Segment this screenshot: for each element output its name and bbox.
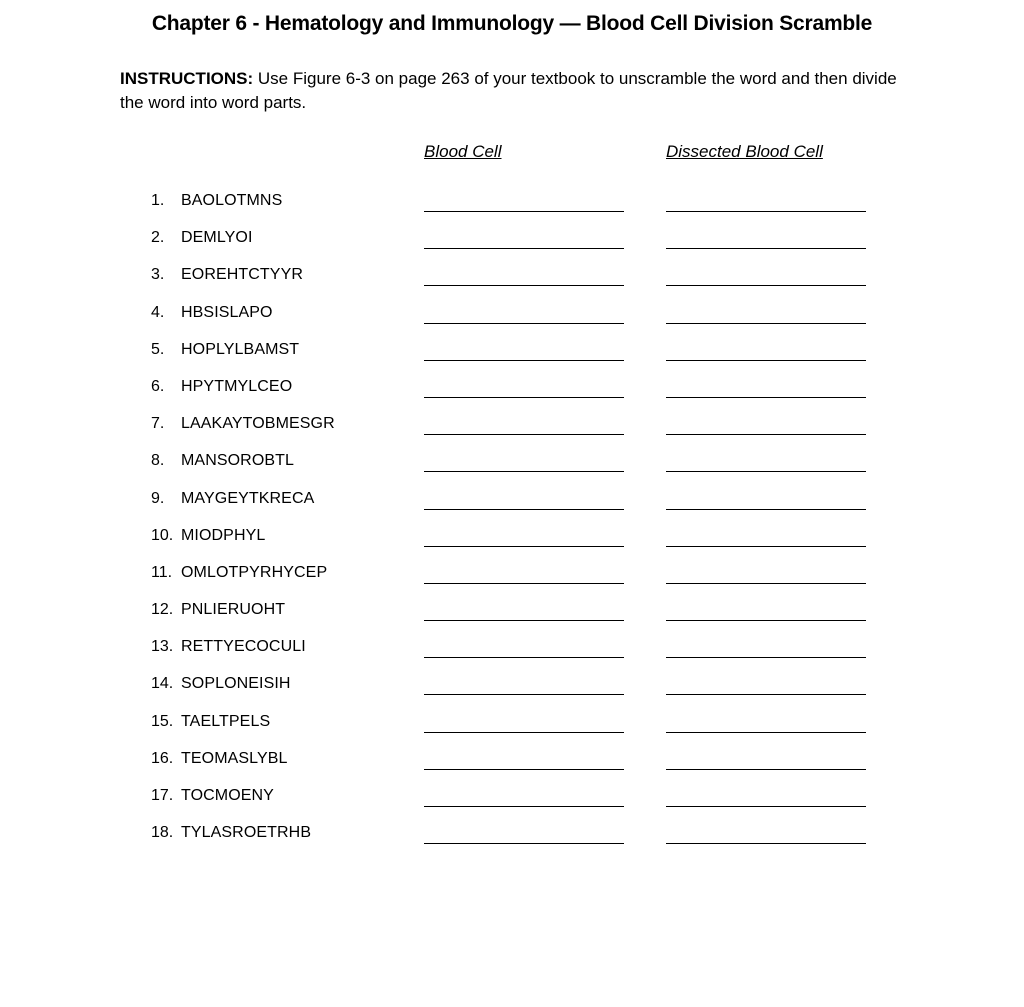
list-item [0,227,1024,264]
list-item [0,450,1024,487]
blood-cell-answer-line[interactable] [424,360,624,361]
blood-cell-answer-line[interactable] [424,211,624,212]
dissected-blood-cell-answer-line[interactable] [666,583,866,584]
dissected-blood-cell-answer-line[interactable] [666,397,866,398]
item-number: 16. [151,749,174,767]
item-number: 12. [151,601,174,619]
scrambled-word: SOPLONEISIH [181,675,291,693]
list-item [0,711,1024,748]
list-item [0,785,1024,822]
item-number: 13. [151,638,174,656]
dissected-blood-cell-answer-line[interactable] [666,657,866,658]
list-item [0,302,1024,339]
dissected-blood-cell-answer-line[interactable] [666,732,866,733]
blood-cell-answer-line[interactable] [424,732,624,733]
blood-cell-answer-line[interactable] [424,546,624,547]
item-number: 14. [151,675,174,693]
item-number: 6. [151,377,165,395]
dissected-blood-cell-answer-line[interactable] [666,509,866,510]
dissected-blood-cell-answer-line[interactable] [666,211,866,212]
dissected-blood-cell-answer-line[interactable] [666,620,866,621]
dissected-blood-cell-answer-line[interactable] [666,694,866,695]
blood-cell-answer-line[interactable] [424,285,624,286]
item-number: 4. [151,303,165,321]
list-item [0,190,1024,227]
list-item [0,525,1024,562]
scrambled-word: HOPLYLBAMST [181,340,300,358]
list-item [0,748,1024,785]
scrambled-word: TEOMASLYBL [181,749,288,767]
blood-cell-answer-line[interactable] [424,657,624,658]
scrambled-word: MAYGEYTKRECA [181,489,315,507]
column-header-blood-cell: Blood Cell [424,142,502,161]
scrambled-word: TYLASROETRHB [181,824,312,842]
blood-cell-answer-line[interactable] [424,434,624,435]
blood-cell-answer-line[interactable] [424,397,624,398]
scrambled-word: BAOLOTMNS [181,192,283,209]
blood-cell-answer-line[interactable] [424,471,624,472]
list-item [0,488,1024,525]
dissected-blood-cell-answer-line[interactable] [666,434,866,435]
item-number: 1. [151,192,165,209]
item-number: 10. [151,526,174,544]
scrambled-word: RETTYECOCULI [181,638,306,656]
scrambled-word: MANSOROBTL [181,452,295,470]
item-number: 8. [151,452,165,470]
blood-cell-answer-line[interactable] [424,769,624,770]
dissected-blood-cell-answer-line[interactable] [666,248,866,249]
dissected-blood-cell-answer-line[interactable] [666,769,866,770]
item-number: 17. [151,787,174,804]
item-number: 7. [151,415,165,433]
item-number: 11. [151,563,173,581]
list-item [0,264,1024,301]
column-header-dissected-blood-cell: Dissected Blood Cell [666,142,823,161]
blood-cell-answer-line[interactable] [424,843,624,844]
dissected-blood-cell-answer-line[interactable] [666,285,866,286]
scrambled-word: EOREHTCTYYR [181,266,303,284]
scrambled-word: HPYTMYLCEO [181,377,293,395]
list-item [0,673,1024,710]
blood-cell-answer-line[interactable] [424,806,624,807]
scrambled-word: DEMLYOI [181,229,253,247]
list-item [0,562,1024,599]
dissected-blood-cell-answer-line[interactable] [666,806,866,807]
scrambled-word: MIODPHYL [181,526,266,544]
item-number: 5. [151,340,165,358]
instructions-text: Use Figure 6-3 on page 263 of your textbook to unscramble the word and then divide the word into word parts. [120,69,897,112]
dissected-blood-cell-answer-line[interactable] [666,323,866,324]
blood-cell-answer-line[interactable] [424,694,624,695]
scrambled-word: TAELTPELS [181,712,271,730]
blood-cell-answer-line[interactable] [424,248,624,249]
list-item [0,636,1024,673]
dissected-blood-cell-answer-line[interactable] [666,360,866,361]
scrambled-word: OMLOTPYRHYCEP [181,563,328,581]
dissected-blood-cell-answer-line[interactable] [666,843,866,844]
page-title: Chapter 6 - Hematology and Immunology — Blood Cell Division Scramble [151,12,873,35]
blood-cell-answer-line[interactable] [424,509,624,510]
instructions [120,67,920,115]
dissected-blood-cell-answer-line[interactable] [666,471,866,472]
item-number: 18. [151,824,174,842]
blood-cell-answer-line[interactable] [424,583,624,584]
scrambled-word: PNLIERUOHT [181,601,286,619]
blood-cell-answer-line[interactable] [424,323,624,324]
dissected-blood-cell-answer-line[interactable] [666,546,866,547]
item-number: 9. [151,489,165,507]
list-item [0,339,1024,376]
scramble-list [0,190,1024,859]
list-item [0,822,1024,859]
item-number: 2. [151,229,165,247]
scrambled-word: HBSISLAPO [181,303,273,321]
scrambled-word: TOCMOENY [181,787,274,804]
list-item [0,413,1024,450]
instructions-label: INSTRUCTIONS: [120,69,254,88]
scrambled-word: LAAKAYTOBMESGR [181,415,335,433]
item-number: 15. [151,712,174,730]
list-item [0,376,1024,413]
list-item [0,599,1024,636]
item-number: 3. [151,266,165,284]
blood-cell-answer-line[interactable] [424,620,624,621]
